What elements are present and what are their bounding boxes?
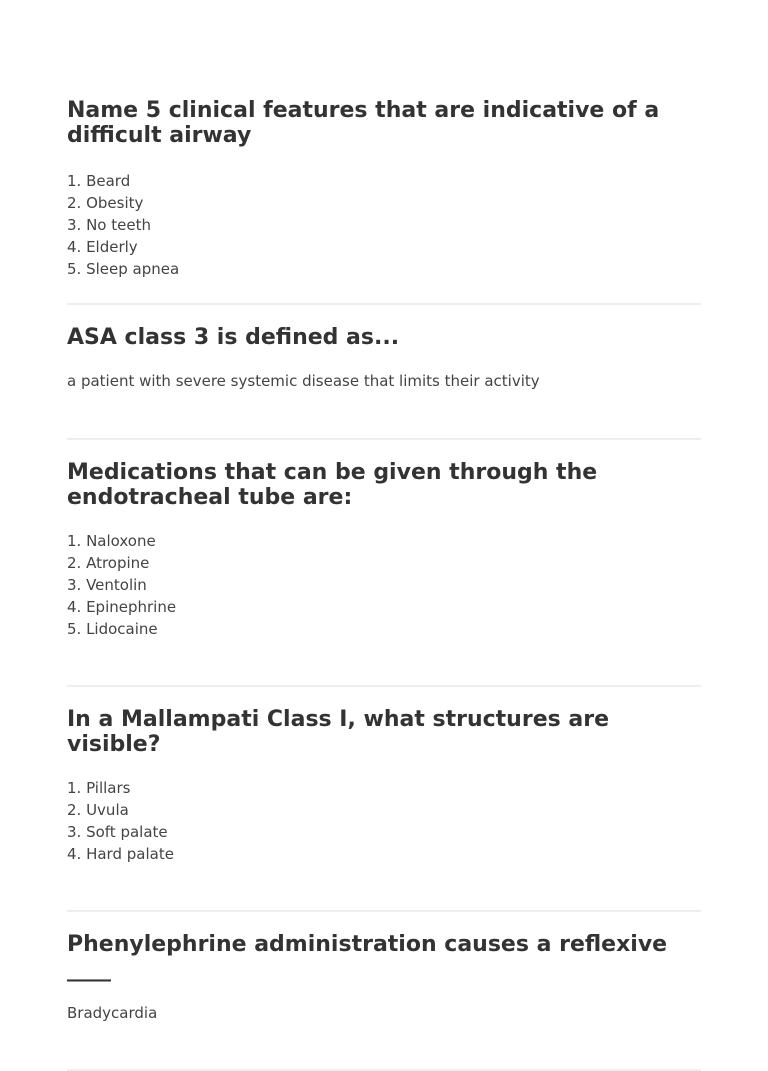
question-text: Phenylephrine administration causes a reflexive ____ <box>67 932 668 982</box>
answer-line: 5. Lidocaine <box>67 620 158 638</box>
answer-line: 2. Atropine <box>67 554 150 572</box>
answer-line: 3. Ventolin <box>67 576 147 594</box>
answer-line: 2. Obesity <box>67 194 144 212</box>
answer-line: 4. Elderly <box>67 238 138 256</box>
answer-text <box>67 370 701 392</box>
answer-text <box>67 170 701 280</box>
flashcard <box>67 325 701 440</box>
answer-line: Bradycardia <box>67 1004 158 1022</box>
flashcard <box>67 932 701 1071</box>
answer-text <box>67 777 701 865</box>
answer-line: 4. Hard palate <box>67 845 174 863</box>
question-text: In a Mallampati Class I, what structures are visible? <box>67 707 609 757</box>
flashcard <box>67 98 701 305</box>
answer-line: 1. Pillars <box>67 779 131 797</box>
question-text: Name 5 clinical features that are indicative of a difficult airway <box>67 98 660 148</box>
answer-line: a patient with severe systemic disease that limits their activity <box>67 372 540 390</box>
flashcard <box>67 460 701 687</box>
answer-line: 3. Soft palate <box>67 823 168 841</box>
flashcard <box>67 707 701 912</box>
answer-line: 5. Sleep apnea <box>67 260 180 278</box>
answer-line: 4. Epinephrine <box>67 598 177 616</box>
answer-line: 2. Uvula <box>67 801 129 819</box>
answer-line: 3. No teeth <box>67 216 151 234</box>
answer-text <box>67 530 701 640</box>
question-text: Medications that can be given through the endotracheal tube are: <box>67 460 598 510</box>
answer-text <box>67 1002 701 1024</box>
answer-line: 1. Naloxone <box>67 532 156 550</box>
answer-line: 1. Beard <box>67 172 131 190</box>
question-text: ASA class 3 is defined as... <box>67 325 400 350</box>
